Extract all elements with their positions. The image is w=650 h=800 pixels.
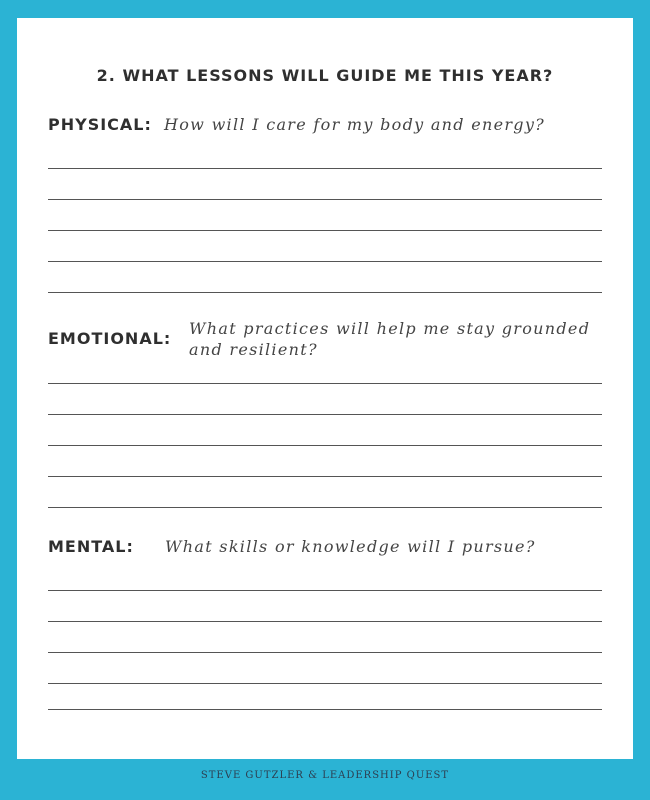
physical-writing-line-4[interactable] — [48, 261, 602, 262]
mental-label: MENTAL: — [48, 537, 134, 556]
page-title: 2. WHAT LESSONS WILL GUIDE ME THIS YEAR? — [96, 66, 554, 85]
emotional-writing-line-5[interactable] — [48, 507, 602, 508]
physical-writing-line-2[interactable] — [48, 199, 602, 200]
emotional-writing-line-1[interactable] — [48, 383, 602, 384]
mental-writing-line-2[interactable] — [48, 621, 602, 622]
worksheet-page — [17, 18, 633, 759]
physical-writing-line-5[interactable] — [48, 292, 602, 293]
emotional-writing-line-3[interactable] — [48, 445, 602, 446]
mental-writing-line-5[interactable] — [48, 709, 602, 710]
emotional-prompt: What practices will help me stay grounded and resilient? — [189, 319, 591, 359]
mental-writing-line-4[interactable] — [48, 683, 602, 684]
physical-label: PHYSICAL: — [48, 115, 152, 134]
physical-prompt: How will I care for my body and energy? — [164, 115, 546, 134]
physical-writing-line-1[interactable] — [48, 168, 602, 169]
emotional-writing-line-4[interactable] — [48, 476, 602, 477]
footer-credit: STEVE GUTZLER & LEADERSHIP QUEST — [200, 770, 450, 781]
mental-writing-line-1[interactable] — [48, 590, 602, 591]
mental-writing-line-3[interactable] — [48, 652, 602, 653]
physical-writing-line-3[interactable] — [48, 230, 602, 231]
emotional-writing-line-2[interactable] — [48, 414, 602, 415]
emotional-label: EMOTIONAL: — [48, 329, 172, 348]
mental-prompt: What skills or knowledge will I pursue? — [165, 537, 536, 556]
